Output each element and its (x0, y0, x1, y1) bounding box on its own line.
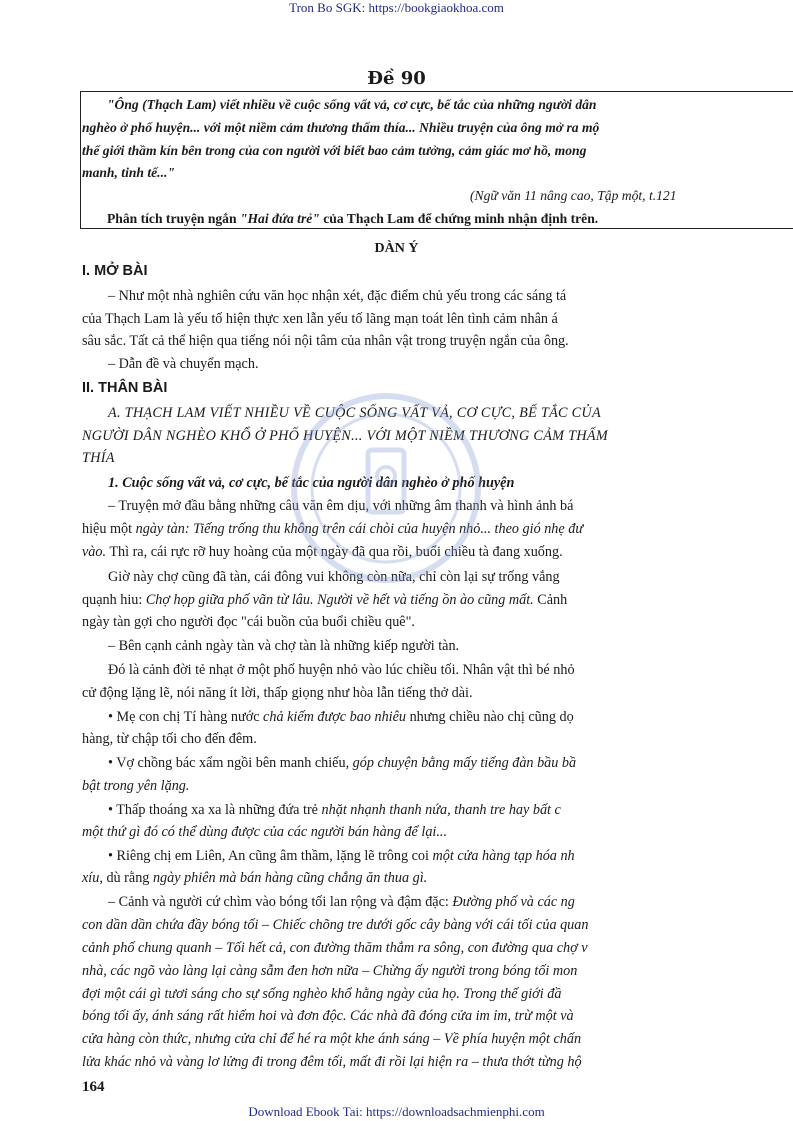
bullet-line (108, 755, 576, 772)
text-span: quạnh hiu: (82, 592, 146, 608)
watermark-logo (286, 388, 486, 588)
exam-title: Đề 90 (367, 68, 426, 89)
mo-bai-line-3: sâu sắc. Tất cả thể hiện qua tiếng nói nội tâm của nhân vật trong truyện ngắn của ông. (82, 333, 569, 349)
text-span-italic: xíu (82, 870, 100, 886)
body-line: bóng tối ấy, ánh sáng rất hiếm hoi và đơn độc. Các nhà đã đóng cửa im ỉm, trừ một và (82, 1008, 574, 1024)
bullet-line (108, 709, 574, 726)
header-link[interactable]: Tron Bo SGK: https://bookgiaokhoa.com (289, 0, 504, 15)
bullet-line (108, 848, 575, 865)
task-suffix: của Thạch Lam để chứng minh nhận định trên. (319, 211, 599, 226)
bullet-line: hàng, từ chập tối cho đến đêm. (82, 731, 257, 747)
text-span-italic: ngày phiên mà bán hàng cũng chẳng ăn thua gì. (152, 870, 428, 886)
text-span-italic: Chợ họp giữa phố vãn từ lâu. Người về hết và tiếng ồn ào cũng mất. (145, 592, 534, 608)
task-statement (107, 211, 598, 227)
text-span: • Riêng chị em Liên, An cũng âm thầm, lặng lẽ trông coi (108, 848, 433, 864)
body-line: đợi một cái gì tươi sáng cho sự sống nghèo khổ hằng ngày của họ. Trong thế giới đầ (82, 986, 562, 1002)
page-number: 164 (82, 1079, 105, 1095)
bullet-line: bật trong yên lặng. (82, 778, 190, 794)
body-line (82, 614, 415, 631)
text-span: • Vợ chồng bác xẩm ngồi bên manh chiếu, (108, 755, 353, 771)
text-span: • Mẹ con chị Tí hàng nước (108, 709, 264, 725)
text-span-italic: góp chuyện bằng mấy tiếng đàn bầu bầ (352, 755, 577, 771)
quote-line-3: thế giới thầm kín bên trong của con người với biết bao cảm tưởng, cảm giác mơ hồ, mong (82, 143, 587, 158)
text-span: – Cảnh và người cứ chìm vào bóng tối lan rộng và đậm đặc: (108, 894, 453, 910)
quote-source: (Ngữ văn 11 nâng cao, Tập một, t.121 (470, 188, 677, 203)
body-line: Giờ này chợ cũng đã tàn, cái đông vui không còn nữa, chỉ còn lại sự trống vắng (108, 569, 560, 585)
task-prefix: Phân tích truyện ngắn (107, 211, 240, 226)
text-span: , dù rằng (99, 870, 153, 886)
body-line: cử động lặng lẽ, nói năng ít lời, thấp giọng như hòa lẫn tiếng thở dài. (82, 685, 473, 701)
body-line (108, 894, 575, 911)
body-line: lửa khác nhỏ và vàng lơ lửng đi trong đêm tối, mất đi rồi lại hiện ra – thưa thớt từng hộ (82, 1054, 582, 1070)
text-span-italic: vào. (82, 544, 107, 560)
body-line: cảnh phố chung quanh – Tối hết cả, con đường thăm thẳm ra sông, con đường qua chợ v (82, 940, 588, 956)
body-line: – Truyện mở đầu bằng những câu văn êm dịu, với những âm thanh và hình ảnh bá (108, 498, 574, 514)
part-a-line-1: A. THẠCH LAM VIẾT NHIỀU VỀ CUỘC SỐNG VẤT VẢ, CƠ CỰC, BẾ TẮC CỦA (108, 405, 601, 421)
outline-heading: DÀN Ý (374, 241, 419, 256)
text-span-italic: nhặt nhạnh thanh nứa, thanh tre hay bất c (321, 802, 561, 818)
text-span-italic: Đường phố và các ng (452, 894, 575, 910)
text-span-italic: ngày tàn: Tiếng trống thu không trên cái chòi của huyện nhỏ... theo gió nhẹ đư (135, 521, 584, 537)
part-a-line-2: NGƯỜI DÂN NGHÈO KHỔ Ở PHỐ HUYỆN... VỚI MỘT NIỀM THƯƠNG CẢM THẤM (82, 428, 608, 444)
text-span: Thì ra, cái rực rỡ huy hoàng của một ngày đã qua rồi, buổi chiều tà đang xuống. (106, 544, 563, 560)
bullet-line (82, 870, 427, 887)
part-a-line-3: THÍA (82, 450, 115, 466)
body-line: nhà, các ngõ vào làng lại càng sẫm đen hơn nữa – Chừng ấy người trong bóng tối mon (82, 963, 578, 979)
bullet-line (108, 802, 561, 819)
mo-bai-line-2: của Thạch Lam là yếu tố hiện thực xen lẫn yếu tố lãng mạn toát lên tình cảm nhân á (82, 311, 558, 327)
text-span: ngày tàn gợi cho người đọc (82, 614, 242, 630)
body-line (82, 592, 567, 609)
section-heading-than-bai: II. THÂN BÀI (82, 380, 168, 396)
footer-link[interactable]: Download Ebook Tai: https://downloadsachmienphi.com (248, 1104, 545, 1119)
quote-line-1: "Ông (Thạch Lam) viết nhiều về cuộc sống vất vả, cơ cực, bế tắc của những người dân (107, 97, 597, 112)
body-line: – Bên cạnh cảnh ngày tàn và chợ tàn là những kiếp người tàn. (108, 638, 460, 654)
bullet-line: một thứ gì đó có thể dùng được của các người bán hàng để lại... (82, 824, 448, 840)
text-span: hiệu một (82, 521, 136, 537)
text-span: "cái buồn của buổi chiều quê". (241, 614, 415, 630)
body-line: con dần dần chứa đầy bóng tối – Chiếc chõng tre dưới gốc cây bàng với cái tối của quan (82, 917, 589, 933)
mo-bai-line-4: – Dẫn đề và chuyển mạch. (108, 356, 259, 372)
body-line: cửa hàng còn thức, nhưng cửa chỉ để hé ra một khe ánh sáng – Về phía huyện một chấn (82, 1031, 582, 1047)
task-title: "Hai đứa trẻ" (239, 211, 320, 226)
text-span-italic: một cửa hàng tạp hóa nh (432, 848, 575, 864)
quote-line-4: manh, tinh tế..." (82, 165, 175, 180)
mo-bai-line-1: – Như một nhà nghiên cứu văn học nhận xét, đặc điểm chủ yếu trong các sáng tá (108, 288, 567, 304)
text-span: nhưng chiều nào chị cũng dọ (406, 709, 574, 725)
body-line: Đó là cảnh đời tẻ nhạt ở một phố huyện nhỏ vào lúc chiều tối. Nhân vật thì bé nhỏ (108, 662, 575, 678)
quote-line-2: nghèo ở phố huyện... với một niềm cảm thương thấm thía... Nhiều truyện của ông mở ra mộ (82, 120, 600, 135)
text-span: Cảnh (533, 592, 568, 608)
subsection-1-heading: 1. Cuộc sống vất vả, cơ cực, bế tắc của người dân nghèo ở phố huyện (108, 475, 515, 491)
section-heading-mo-bai: I. MỞ BÀI (82, 263, 148, 279)
text-span-italic: chả kiếm được bao nhiêu (263, 709, 407, 725)
text-span: • Thấp thoáng xa xa là những đứa trẻ (108, 802, 322, 818)
